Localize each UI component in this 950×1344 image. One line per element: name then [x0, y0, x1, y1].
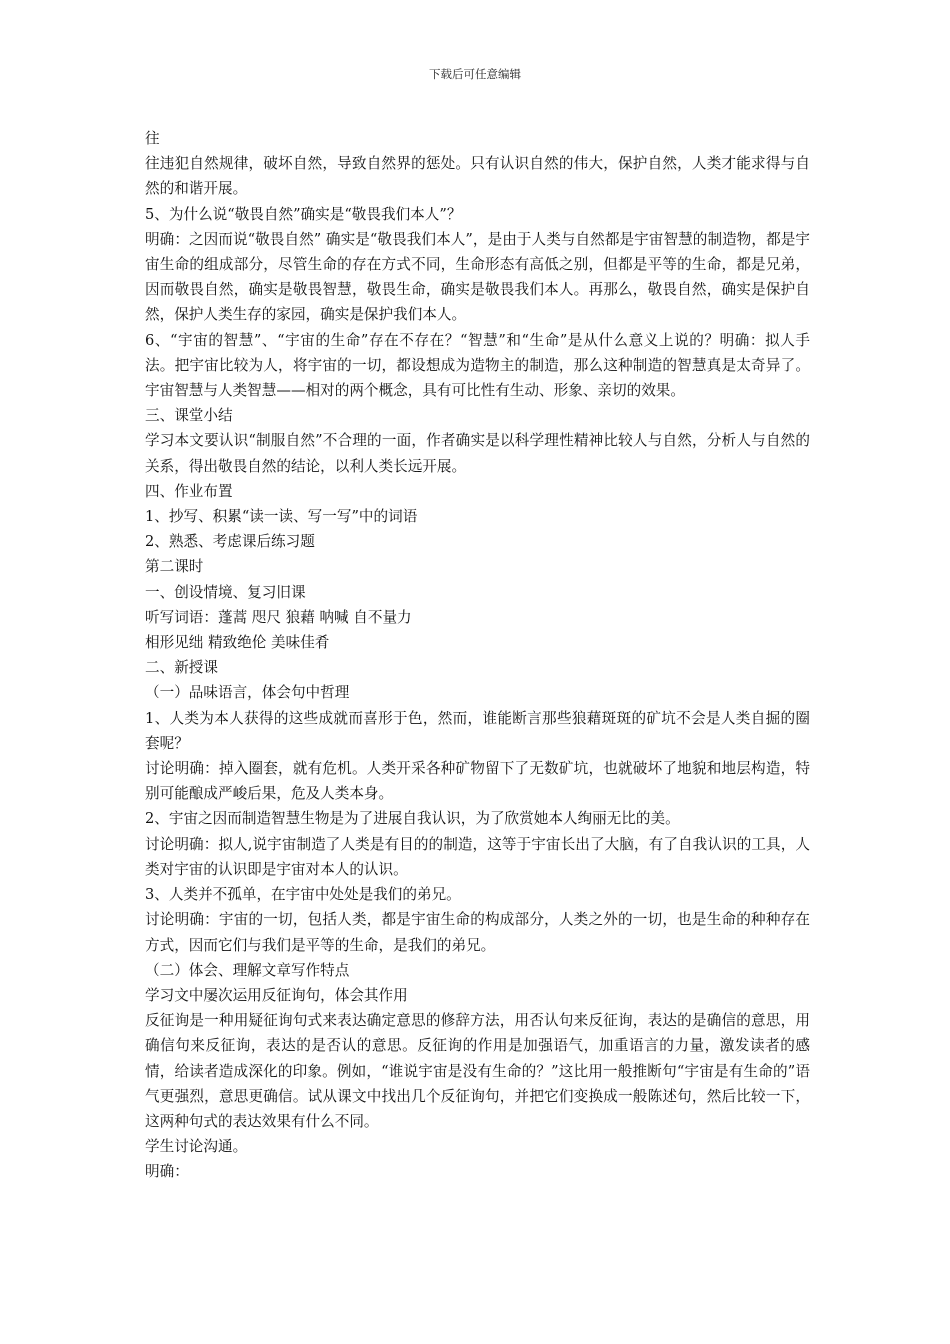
paragraph: 讨论明确：拟人,说宇宙制造了人类是有目的的制造，这等于宇宙长出了大脑，有了自我认识的工具，人类对宇宙的认识即是宇宙对本人的认识。 [145, 835, 810, 878]
paragraph: 第二课时 [145, 558, 204, 576]
paragraph: 明确：之因而说“敬畏自然” 确实是“敬畏我们本人”，是由于人类与自然都是宇宙智慧的制造物，都是宇宙生命的组成部分，尽管生命的存在方式不同，生命形态有高低之别，但都是平等的生命，都是兄弟，因而敬畏自然，确实是敬畏智慧，敬畏生命，确实是敬畏我们本人。再那么，敬畏自然，确实是保护自然，保护人类生存的家园，确实是保护我们本人。 [145, 230, 810, 324]
paragraph: 一、创设情境、复习旧课 [145, 583, 306, 601]
page-header: 下载后可任意编辑 [429, 67, 521, 81]
paragraph: 3、人类并不孤单，在宇宙中处处是我们的弟兄。 [145, 886, 461, 904]
paragraph: 1、抄写、积累“读一读、写一写”中的词语 [145, 508, 418, 526]
paragraph: 往 [145, 130, 160, 147]
paragraph: 讨论明确：掉入圈套，就有危机。人类开采各种矿物留下了无数矿坑，也就破坏了地貌和地层构造，特别可能酿成严峻后果，危及人类本身。 [145, 760, 810, 803]
paragraph: 6、“宇宙的智慧”、“宇宙的生命”存在不存在？“智慧”和“生命”是从什么意义上说的？明确：拟人手法。把宇宙比较为人，将宇宙的一切，都设想成为造物主的制造，那么这种制造的智慧真是太奇异了。宇宙智慧与人类智慧——相对的两个概念，具有可比性有生动、形象、亲切的效果。 [145, 331, 810, 400]
paragraph: 反征询是一种用疑征询句式来表达确定意思的修辞方法，用否认句来反征询，表达的是确信的意思，用确信句来反征询，表达的是否认的意思。反征询的作用是加强语气，加重语言的力量，激发读者的感情，给读者造成深化的印象。例如，“谁说宇宙是没有生命的？”这比用一般推断句“宇宙是有生命的”语气更强烈，意思更确信。试从课文中找出几个反征询句，并把它们变换成一般陈述句，然后比较一下，这两种句式的表达效果有什么不同。 [145, 1012, 810, 1130]
paragraph: 学习本文要认识“制服自然”不合理的一面，作者确实是以科学理性精神比较人与自然，分析人与自然的关系，得出敬畏自然的结论，以利人类长远开展。 [145, 432, 810, 475]
paragraph: （一）品味语言，体会句中哲理 [145, 684, 350, 702]
paragraph: 2、宇宙之因而制造智慧生物是为了进展自我认识，为了欣赏她本人绚丽无比的美。 [145, 810, 680, 828]
paragraph: 学习文中屡次运用反征询句，体会其作用 [145, 986, 408, 1004]
paragraph: 讨论明确：宇宙的一切，包括人类，都是宇宙生命的构成部分，人类之外的一切，也是生命的种种存在方式，因而它们与我们是平等的生命，是我们的弟兄。 [145, 911, 810, 954]
paragraph: 2、熟悉、考虑课后练习题 [145, 533, 315, 551]
paragraph: 5、为什么说“敬畏自然”确实是“敬畏我们本人”？ [145, 205, 462, 223]
paragraph: 明确： [145, 1163, 189, 1181]
paragraph: 三、课堂小结 [145, 407, 233, 425]
paragraph: 听写词语：蓬蒿 咫尺 狼藉 呐喊 自不量力 [145, 608, 412, 626]
paragraph: 相形见绌 精致绝伦 美味佳肴 [145, 634, 330, 652]
paragraph: 四、作业布置 [145, 482, 233, 500]
paragraph: 1、人类为本人获得的这些成就而喜形于色，然而，谁能断言那些狼藉斑斑的矿坑不会是人类自掘的圈套呢？ [145, 709, 810, 752]
paragraph: （二）体会、理解文章写作特点 [145, 961, 350, 979]
document-body [145, 126, 810, 1185]
paragraph: 二、新授课 [145, 659, 218, 677]
paragraph: 往违犯自然规律，破坏自然，导致自然界的惩处。只有认识自然的伟大，保护自然，人类才能求得与自然的和谐开展。 [145, 155, 810, 198]
paragraph: 学生讨论沟通。 [145, 1138, 248, 1156]
